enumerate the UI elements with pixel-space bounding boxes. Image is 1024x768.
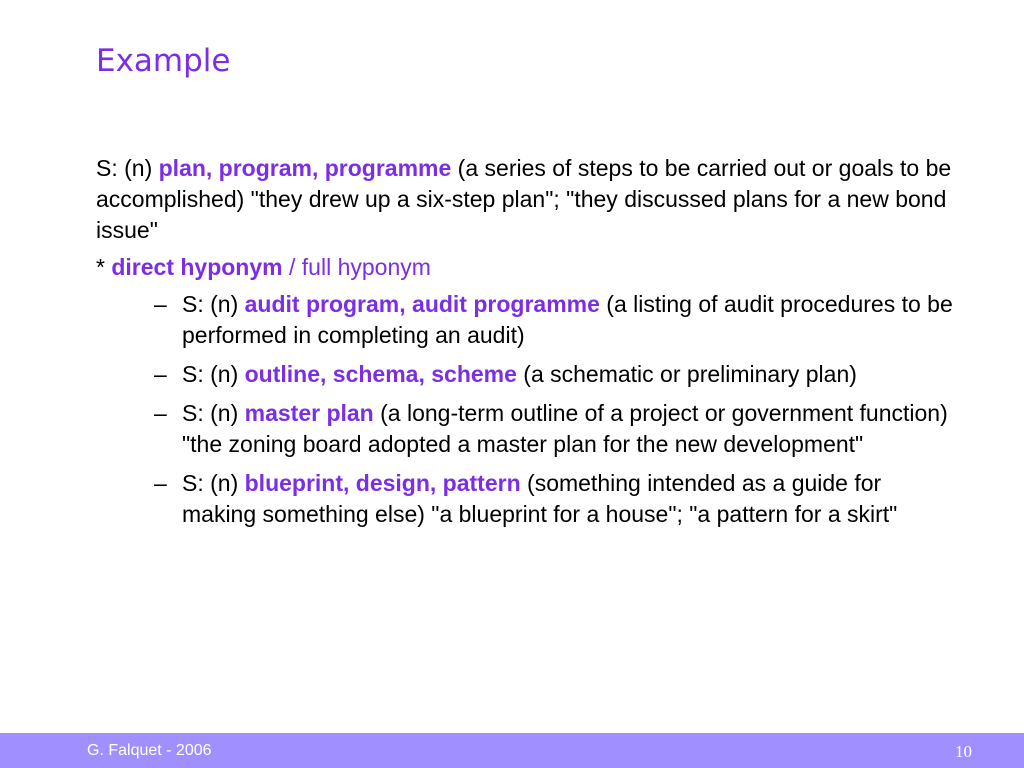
hyponym-list: [96, 289, 956, 530]
dash-bullet: –: [154, 400, 167, 426]
hyponym-terms[interactable]: outline, schema, scheme: [244, 361, 517, 387]
hyponym-item: [96, 468, 956, 530]
hyponym-prefix: S: (n): [182, 470, 245, 496]
hyponym-gloss: (a schematic or preliminary plan): [516, 361, 857, 387]
hyponym-gloss: (a listing of audit procedures to be performed in completing an audit): [182, 291, 953, 348]
footer-author: G. Falquet - 2006: [87, 742, 212, 759]
hyponym-item: [96, 398, 956, 460]
hyponym-terms[interactable]: blueprint, design, pattern: [244, 470, 521, 496]
full-hyponym-link[interactable]: / full hyponym: [282, 254, 431, 280]
direct-hyponym-label: direct hyponym: [111, 254, 283, 280]
hyponym-gloss: (something intended as a guide for making something else) "a blueprint for a house"; "a pattern for a skirt": [182, 470, 898, 527]
main-entry-prefix: S: (n): [96, 155, 159, 181]
main-entry-terms[interactable]: plan, program, programme: [158, 155, 452, 181]
hyponym-prefix: S: (n): [182, 291, 245, 317]
dash-bullet: –: [154, 291, 167, 317]
hyponym-prefix: S: (n): [182, 400, 245, 426]
hyponym-bullet: *: [96, 254, 112, 280]
hyponym-terms[interactable]: master plan: [244, 400, 374, 426]
hyponym-item: [96, 289, 956, 351]
page-number: 10: [955, 742, 972, 761]
hyponym-gloss: (a long-term outline of a project or government function) "the zoning board adopted a master plan for the new development": [182, 400, 948, 457]
slide-title: Example: [96, 43, 231, 79]
main-entry: [96, 153, 956, 246]
slide-content: [96, 153, 956, 538]
main-entry-gloss: (a series of steps to be carried out or goals to be accomplished) "they drew up a six-step plan"; "they discussed plans for a new bond issue": [96, 155, 952, 243]
hyponym-line: [96, 252, 956, 283]
hyponym-item: [96, 359, 956, 390]
dash-bullet: –: [154, 470, 167, 496]
hyponym-prefix: S: (n): [182, 361, 245, 387]
hyponym-terms[interactable]: audit program, audit programme: [244, 291, 600, 317]
footer-bar: [0, 733, 1024, 768]
dash-bullet: –: [154, 361, 167, 387]
